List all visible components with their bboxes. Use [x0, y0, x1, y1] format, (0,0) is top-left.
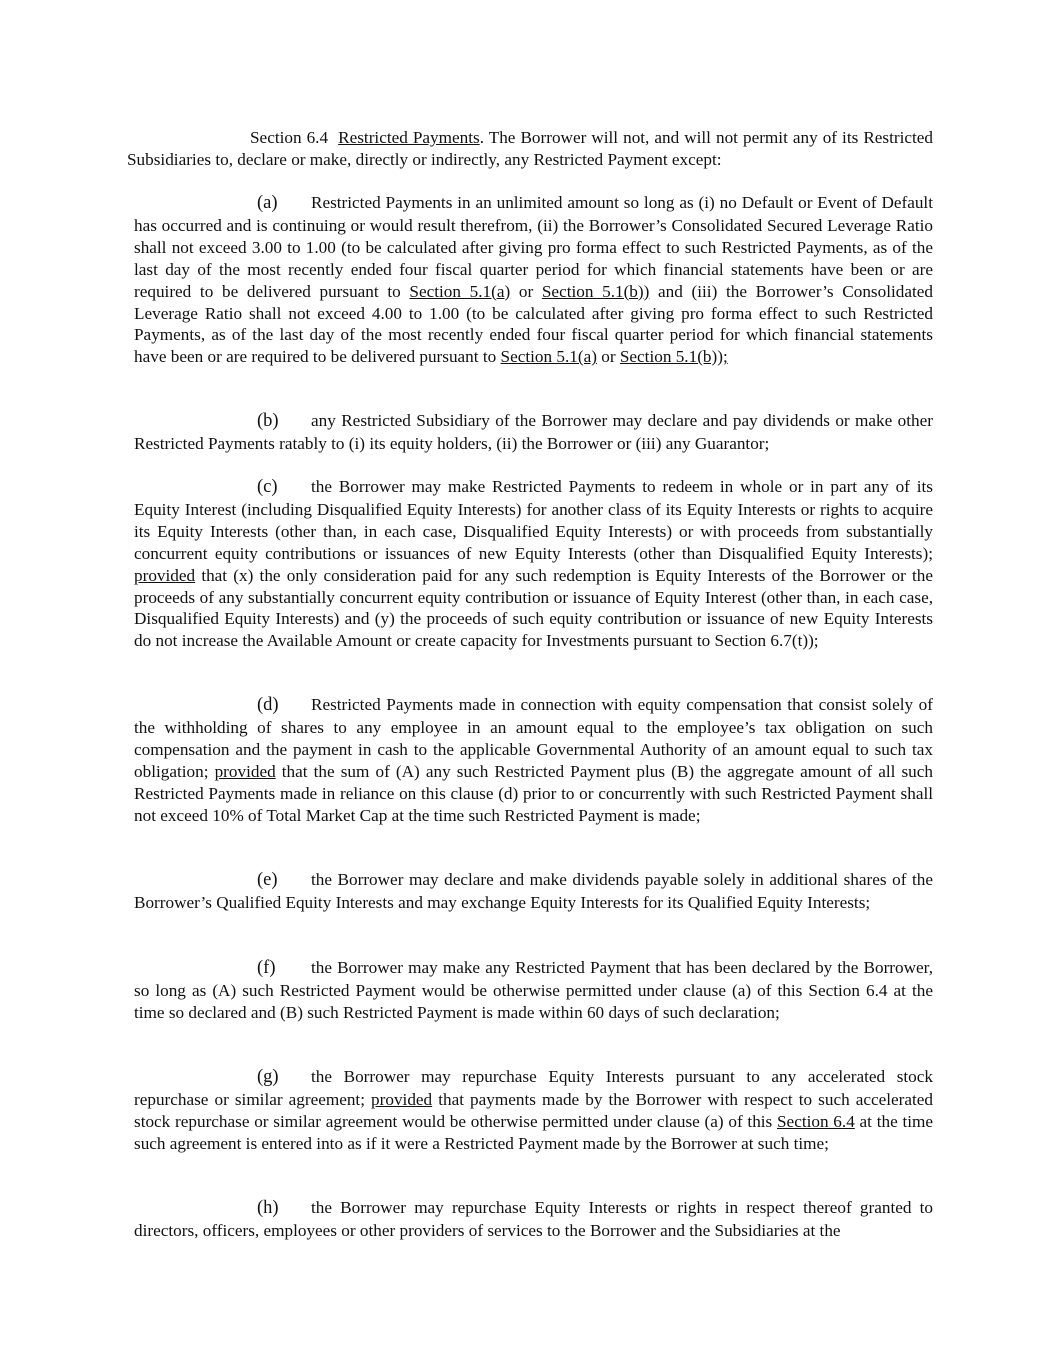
clause-label: (e)	[257, 870, 278, 890]
clause-text: Restricted Payments made in connection with equity compensation that consist solely of the withholding of shares to any employee in an amount equal to the employee’s tax obligation on such compensation and the payment in cash to the applicable Governmental Authority of an amount equal to such tax obligation;	[134, 695, 933, 781]
clause-text: the Borrower may repurchase Equity Interests pursuant to any accelerated stock repurchase or similar agreement;	[134, 1067, 933, 1109]
clause-text: or	[596, 347, 620, 367]
clause-g	[134, 1066, 933, 1155]
section-reference: Section 5.1(b));	[619, 347, 728, 367]
provided-term: provided	[214, 761, 276, 781]
provided-term: provided	[134, 565, 196, 585]
clause-b	[134, 410, 933, 455]
clause-text: the Borrower may declare and make dividends payable solely in additional shares of the Borrower’s Qualified Equity Interests and may exchange Equity Interests for its Qualified Equity Interests;	[134, 870, 933, 912]
clause-label: (g)	[257, 1067, 279, 1087]
section-reference: Section 5.1(a)	[409, 281, 511, 301]
clause-text: that the sum of (A) any such Restricted Payment plus (B) the aggregate amount of all such Restricted Payments made in reliance on this clause (d) prior to or concurrently with such Restricted Payment shall not exceed 10% of Total Market Cap at the time such Restricted Payment is made;	[134, 761, 933, 825]
clause-label: (h)	[257, 1198, 279, 1218]
clause-d	[134, 694, 933, 826]
section-heading-paragraph	[127, 127, 933, 171]
clause-label: (c)	[257, 477, 278, 497]
clause-text: the Borrower may repurchase Equity Interests or rights in respect thereof granted to directors, officers, employees or other providers of services to the Borrower and the Subsidiaries at the	[134, 1198, 933, 1240]
clause-f	[134, 957, 933, 1024]
clause-text: at the time such agreement is entered into as if it were a Restricted Payment made by the Borrower at such time;	[134, 1111, 933, 1153]
section-intro: . The Borrower will not, and will not permit any of its Restricted Subsidiaries to, declare or make, directly or indirectly, any Restricted Payment except:	[127, 128, 933, 169]
section-reference: Section 6.4	[777, 1111, 855, 1131]
clause-a	[134, 192, 933, 368]
clause-label: (d)	[257, 695, 279, 715]
clause-text: the Borrower may make any Restricted Payment that has been declared by the Borrower, so long as (A) such Restricted Payment would be otherwise permitted under clause (a) of this Section 6.4 at the time so declared and (B) such Restricted Payment is made within 60 days of such declaration;	[134, 958, 933, 1022]
clause-text: and (iii) the Borrower’s Consolidated Leverage Ratio shall not exceed 4.00 to 1.00 (to be calculated after giving pro forma effect to such Restricted Payments, as of the last day of the most recently ended four fiscal quarter period for which financial statements have been or are required to be delivered pursuant to	[134, 281, 933, 367]
clause-label: (b)	[257, 411, 279, 431]
clause-label: (f)	[257, 958, 276, 978]
clause-text: any Restricted Subsidiary of the Borrower may declare and pay dividends or make other Restricted Payments ratably to (i) its equity holders, (ii) the Borrower or (iii) any Guarantor;	[134, 411, 933, 453]
section-title: Restricted Payments	[338, 128, 480, 147]
section-reference: Section 5.1(b))	[541, 281, 650, 301]
clause-e	[134, 869, 933, 914]
clause-text: that (x) the only consideration paid for any such redemption is Equity Interests of the Borrower or the proceeds of any substantially concurrent equity contribution or issuance of Equity Interest (other than, in each case, Disqualified Equity Interests) and (y) the proceeds of such equity contribution or issuance of new Equity Interests do not increase the Available Amount or create capacity for Investments pursuant to Section 6.7(t));	[134, 565, 933, 651]
clause-text: the Borrower may make Restricted Payments to redeem in whole or in part any of its Equity Interest (including Disqualified Equity Interests) for another class of its Equity Interests or rights to acquire its Equity Interests (other than, in each case, Disqualified Equity Interests) or with proceeds from substantially concurrent equity contributions or issuances of new Equity Interests (other than Disqualified Equity Interests);	[134, 477, 933, 563]
clause-text: Restricted Payments in an unlimited amount so long as (i) no Default or Event of Default has occurred and is continuing or would result therefrom, (ii) the Borrower’s Consolidated Secured Leverage Ratio shall not exceed 3.00 to 1.00 (to be calculated after giving pro forma effect to such Restricted Payments, as of the last day of the most recently ended four fiscal quarter period for which financial statements have been or are required to be delivered pursuant to	[134, 193, 933, 301]
provided-term: provided	[371, 1089, 433, 1109]
clause-text: that payments made by the Borrower with respect to such accelerated stock repurchase or similar agreement would be otherwise permitted under clause (a) of this	[134, 1089, 933, 1131]
section-reference: Section 5.1(a)	[500, 347, 597, 367]
clause-text: or	[510, 281, 542, 301]
clause-h	[134, 1197, 933, 1242]
section-number: Section 6.4	[250, 128, 329, 147]
clause-c	[134, 476, 933, 652]
clause-label: (a)	[257, 193, 278, 213]
